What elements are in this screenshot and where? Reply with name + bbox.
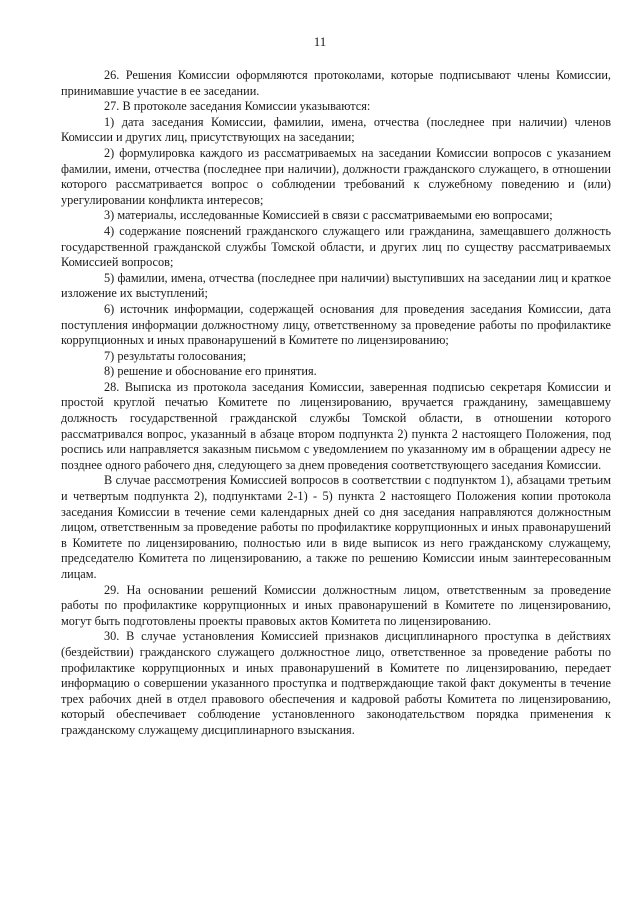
document-body [61,68,611,739]
list-item-6: 6) источник информации, содержащей основания для проведения заседания Комиссии, дата поступления информации должностному лицу, ответственному за проведение работы по профилактике коррупционных и иных правонарушений в Комитете по лицензированию; [61,301,611,348]
list-item-4: 4) содержание пояснений гражданского служащего или гражданина, замещавшего должность государственной гражданской службы Томской области, и других лиц по существу рассматриваемых Комиссией вопросов; [61,223,611,270]
list-item-2: 2) формулировка каждого из рассматриваемых на заседании Комиссии вопросов с указанием фамилии, имени, отчества (последнее при наличии), должности гражданского служащего, в отношении которого рассматривается вопрос о соблюдении требований к служебному поведению и (или) урегулировании конфликта интересов; [61,145,611,207]
paragraph-27: 27. В протоколе заседания Комиссии указываются: [104,99,371,114]
paragraph-30: 30. В случае установления Комиссией признаков дисциплинарного проступка в действиях (бездействии) гражданского служащего должностное лицо, ответственное за проведение работы по профилактике коррупционных и иных правонарушений в Комитете по лицензированию, передает информацию о совершении указанного проступка и подтверждающие такой факт документы в течение трех рабочих дней в отдел правового обеспечения и кадровой работы Комитета по лицензированию, который обеспечивает соблюдение установленного законодательством порядка применения к гражданскому служащему дисциплинарного взыскания. [61,629,611,737]
list-item-8: 8) решение и обоснование его принятия. [104,364,317,379]
paragraph-28-continued: В случае рассмотрения Комиссией вопросов в соответствии с подпунктом 1), абзацами третьим и четвертым подпункта 2), подпунктами 2-1) - 5) пункта 2 настоящего Положения копии протокола заседания Комиссии в течение семи календарных дней со дня заседания направляются должностным лицом, ответственным за проведение работы по профилактике коррупционных и иных правонарушений в Комитете по лицензированию, полностью или в виде выписок из него гражданскому служащему, председателю Комитета по лицензированию, а также по решению Комиссии иным заинтересованным лицам. [61,473,611,581]
paragraph-26: 26. Решения Комиссии оформляются протоколами, которые подписывают члены Комиссии, принимавшие участие в ее заседании. [61,68,611,98]
paragraph-28: 28. Выписка из протокола заседания Комиссии, заверенная подписью секретаря Комиссии и простой круглой печатью Комитете по лицензированию, вручается гражданину, замещавшему должность государственной гражданской службы Томской области, в отношении которого рассматривался вопрос, указанный в абзаце втором подпункта 2) пункта 2 настоящего Положения, под роспись или направляется заказным письмом с уведомлением по указанному им в обращении адресу не позднее одного рабочего дня, следующего за днем проведения соответствующего заседания Комиссии. [61,379,611,472]
list-item-3: 3) материалы, исследованные Комиссией в связи с рассматриваемыми ею вопросами; [104,208,553,223]
list-item-5: 5) фамилии, имена, отчества (последнее при наличии) выступивших на заседании лиц и краткое изложение их выступлений; [61,270,611,301]
paragraph-29: 29. На основании решений Комиссии должностным лицом, ответственным за проведение работы по профилактике коррупционных и иных правонарушений в Комитете по лицензированию, могут быть подготовлены проекты правовых актов Комитета по лицензированию. [61,582,611,628]
list-item-7: 7) результаты голосования; [104,348,247,363]
list-item-1: 1) дата заседания Комиссии, фамилии, имена, отчества (последнее при наличии) членов Комиссии и других лиц, присутствующих на заседании; [61,114,611,145]
page-number: 11 [313,34,327,49]
